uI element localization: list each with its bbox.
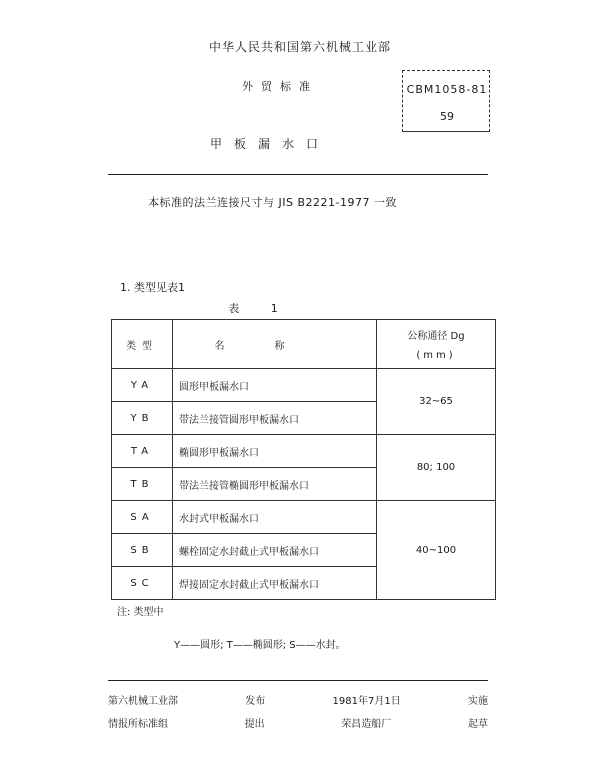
table-row — [112, 501, 496, 534]
table-caption: 表 1 — [228, 302, 292, 315]
row-name: 焊接固定水封截止式甲板漏水口 — [173, 567, 377, 600]
header-type: 类型 — [112, 320, 173, 369]
row-type: SC — [112, 567, 173, 600]
header-divider — [108, 174, 488, 175]
header-name: 名称 — [173, 320, 377, 369]
row-name: 螺栓固定水封截止式甲板漏水口 — [173, 534, 377, 567]
row-type: SA — [112, 501, 173, 534]
header-dn-unit: (mm) — [416, 350, 456, 361]
table-row — [112, 435, 496, 468]
section-heading: 1. 类型见表1 — [120, 281, 185, 294]
footer-date: 1981年7月1日 — [332, 696, 401, 707]
row-name: 圆形甲板漏水口 — [173, 369, 377, 402]
note-label: 注: 类型中 — [117, 607, 164, 618]
footer-divider — [108, 680, 488, 681]
footer-drafter: 荣昌造船厂 — [341, 719, 392, 730]
types-table — [111, 319, 496, 600]
ministry-name: 中华人民共和国第六机械工业部 — [208, 40, 391, 54]
row-type: YB — [112, 402, 173, 435]
row-type: YA — [112, 369, 173, 402]
footer-draft-action: 起草 — [467, 719, 488, 730]
footer-issue-row — [108, 692, 488, 707]
footer-author-row — [108, 715, 488, 730]
footer-issue-action: 发布 — [245, 696, 266, 707]
header-nominal-diameter — [377, 320, 496, 369]
footer-proposer: 情报所标准组 — [108, 719, 168, 730]
standard-category: 外贸标准 — [242, 80, 318, 93]
document-title: 甲板漏水口 — [209, 137, 330, 151]
footer-propose-action: 提出 — [244, 719, 265, 730]
intro-text: 本标准的法兰连接尺寸与 JIS B2221-1977 一致 — [148, 196, 397, 209]
note-legend: Y——圆形; T——椭圆形; S——水封。 — [174, 640, 346, 651]
standard-page-number: 59 — [440, 110, 454, 123]
row-type: TA — [112, 435, 173, 468]
table-row — [112, 369, 496, 402]
row-name: 带法兰接管椭圆形甲板漏水口 — [173, 468, 377, 501]
row-name: 水封式甲板漏水口 — [173, 501, 377, 534]
row-type: SB — [112, 534, 173, 567]
row-dn: 32~65 — [377, 369, 496, 435]
standard-code-number: CBM1058-81 — [406, 83, 488, 96]
table-header-row — [112, 320, 496, 369]
row-dn: 40~100 — [377, 501, 496, 600]
row-dn: 80; 100 — [377, 435, 496, 501]
footer-issuer: 第六机械工业部 — [108, 696, 178, 707]
row-type: TB — [112, 468, 173, 501]
header-dn-label: 公称通径 Dg — [407, 331, 465, 342]
row-name: 带法兰接管圆形甲板漏水口 — [173, 402, 377, 435]
footer-effective: 实施 — [467, 696, 488, 707]
row-name: 椭圆形甲板漏水口 — [173, 435, 377, 468]
